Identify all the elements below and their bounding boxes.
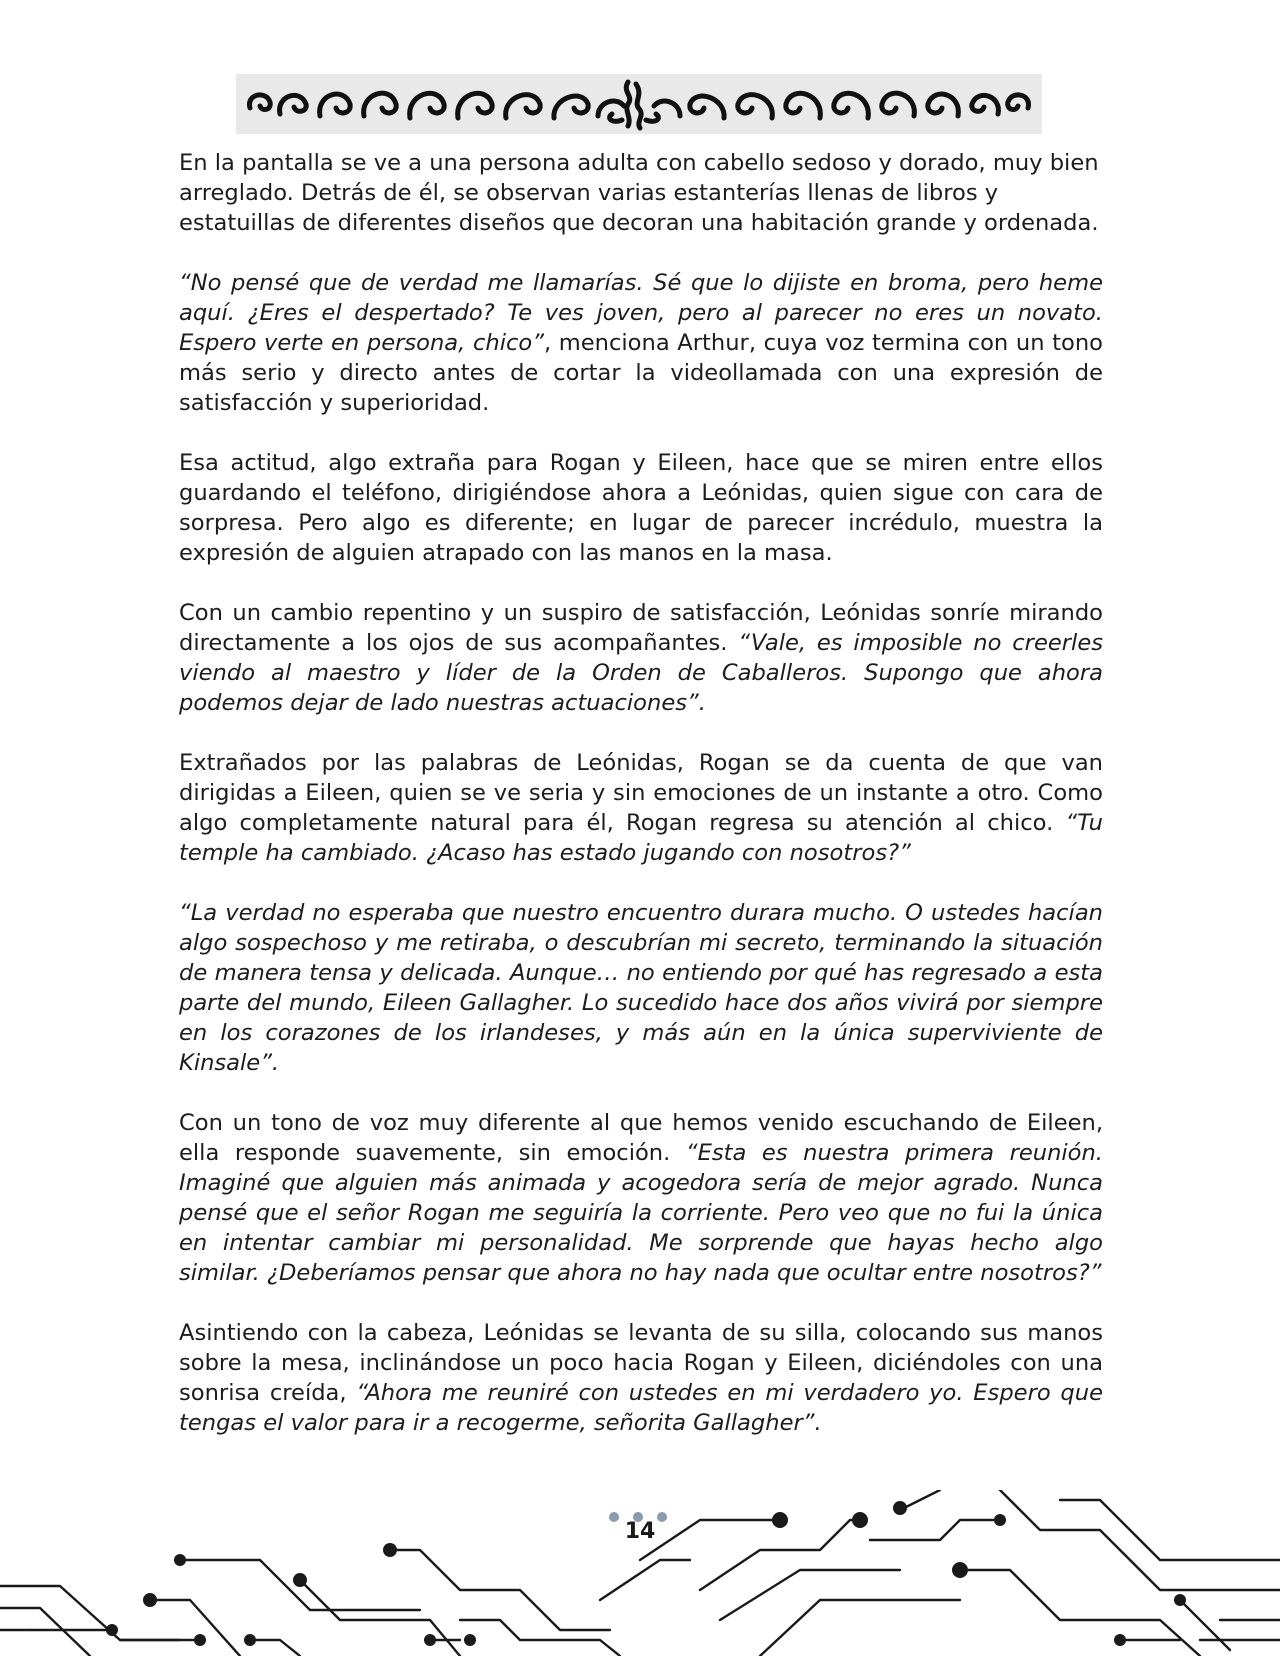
dialogue-text: “Vale, es imposible no creerles viendo al maestro y líder de la Orden de Caballeros. Supongo que ahora podemos dejar de lado nuestras actuaciones”. xyxy=(179,630,1104,716)
paragraph xyxy=(179,268,1103,418)
dialogue-text: “No pensé que de verdad me llamarías. Sé que lo dijiste en broma, pero heme aquí. ¿Eres el despertado? Te ves joven, pero al parecer no eres un novato. Espero verte en persona, chico” xyxy=(179,270,1103,356)
narration-text: Extrañados por las palabras de Leónidas, Rogan se da cuenta de que van dirigidas a Eileen, quien se ve seria y sin emociones de un instante a otro. Como algo completamente natural para él, Rogan regresa su atención al chico. xyxy=(179,750,1103,836)
narration-text: , menciona Arthur, cuya voz termina con un tono más serio y directo antes de cortar la videollamada con una expresión de satisfacción y superioridad. xyxy=(179,330,1103,416)
dialogue-text: “Ahora me reuniré con ustedes en mi verdadero yo. Espero que tengas el valor para ir a recogerme, señorita Gallagher”. xyxy=(179,1380,1103,1436)
paragraph xyxy=(179,448,1103,568)
paragraph xyxy=(179,748,1103,868)
page-number: 14 xyxy=(624,1519,656,1544)
narration-text: Con un tono de voz muy diferente al que hemos venido escuchando de Eileen, ella responde suavemente, sin emoción. xyxy=(179,1110,1103,1166)
narration-text: En la pantalla se ve a una persona adulta con cabello sedoso y dorado, muy bien arreglado. Detrás de él, se observan varias estanterías llenas de libros y estatuillas de diferentes diseños que decoran una habitación grande y ordenada. xyxy=(179,150,1099,236)
paragraph xyxy=(179,898,1103,1078)
paragraph xyxy=(179,598,1103,718)
paragraph xyxy=(179,1318,1103,1438)
scroll-flourish-ornament-icon xyxy=(236,74,1042,134)
dialogue-text: “Tu temple ha cambiado. ¿Acaso has estado jugando con nosotros?” xyxy=(179,810,1103,866)
dialogue-text: “Esta es nuestra primera reunión. Imaginé que alguien más animada y acogedora sería de mejor agrado. Nunca pensé que el señor Rogan me seguiría la corriente. Pero veo que no fui la única en intentar cambiar mi personalidad. Me sorprende que hayas hecho algo similar. ¿Deberíamos pensar que ahora no hay nada que ocultar entre nosotros?” xyxy=(179,1140,1103,1286)
body-text xyxy=(179,148,1103,1468)
dialogue-text: “La verdad no esperaba que nuestro encuentro durara mucho. O ustedes hacían algo sospechoso y me retiraba, o descubrían mi secreto, terminando la situación de manera tensa y delicada. Aunque… no entiendo por qué has regresado a esta parte del mundo, Eileen Gallagher. Lo sucedido hace dos años vivirá por siempre en los corazones de los irlandeses, y más aún en la única superviviente de Kinsale”. xyxy=(179,900,1103,1076)
paragraph xyxy=(179,148,1103,238)
header-ornament xyxy=(236,74,1042,134)
paragraph xyxy=(179,1108,1103,1288)
narration-text: Esa actitud, algo extraña para Rogan y Eileen, hace que se miren entre ellos guardando el teléfono, dirigiéndose ahora a Leónidas, quien sigue con cara de sorpresa. Pero algo es diferente; en lugar de parecer incrédulo, muestra la expresión de alguien atrapado con las manos en la masa. xyxy=(179,450,1103,566)
narration-text: Con un cambio repentino y un suspiro de satisfacción, Leónidas sonríe mirando directamente a los ojos de sus acompañantes. xyxy=(179,600,1103,656)
narration-text: Asintiendo con la cabeza, Leónidas se levanta de su silla, colocando sus manos sobre la mesa, inclinándose un poco hacia Rogan y Eileen, diciéndoles con una sonrisa creída, xyxy=(179,1320,1103,1406)
